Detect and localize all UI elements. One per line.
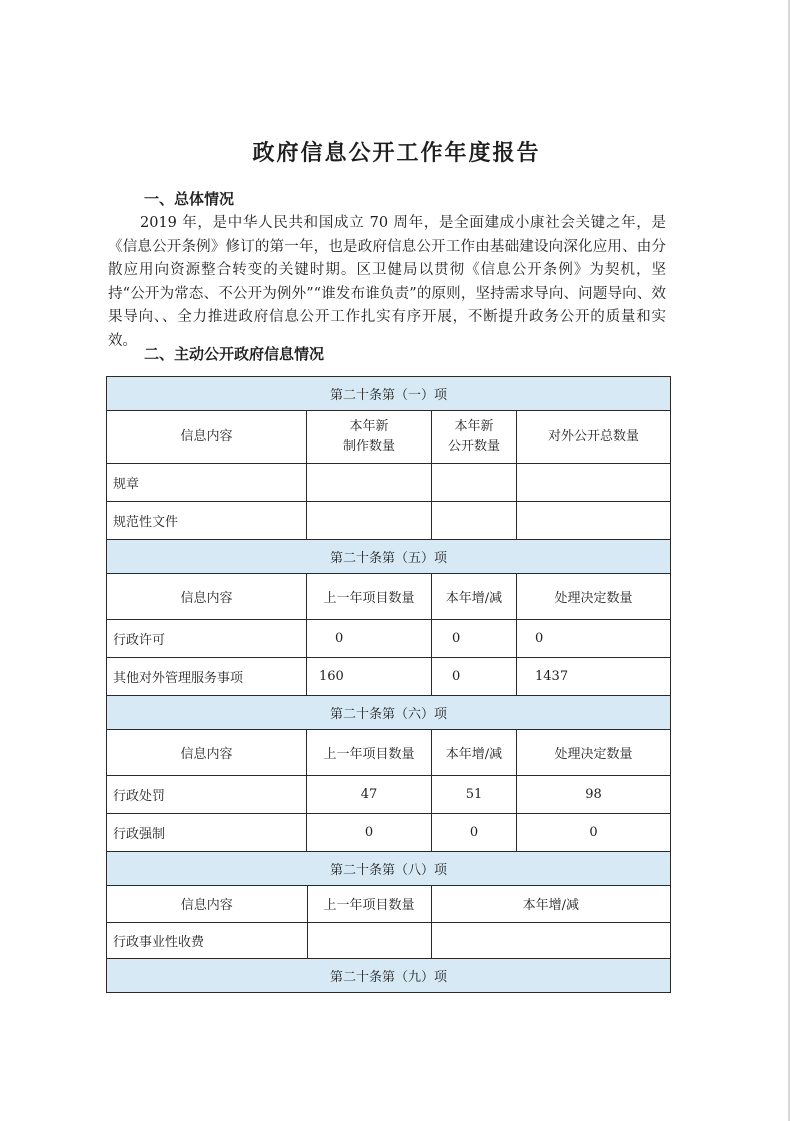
row-label: 规范性文件 (107, 502, 307, 540)
value-cell (517, 464, 671, 502)
header-cell: 对外公开总数量 (517, 411, 671, 464)
header-cell: 本年增/减 (432, 574, 517, 620)
block4-container (107, 886, 671, 959)
header-text: 本年新 公开数量 (447, 419, 500, 454)
header-cell: 本年增/减 (432, 730, 517, 776)
header-cell: 本年增/减 (431, 886, 670, 922)
header-text: 本年新 制作数量 (342, 419, 395, 454)
table-row (107, 814, 671, 852)
value-cell: 0 (307, 620, 432, 658)
header-cell: 信息内容 (107, 574, 307, 620)
value-cell (307, 502, 432, 540)
block4-row-wrapper (107, 886, 671, 959)
page-title: 政府信息公开工作年度报告 (252, 141, 541, 166)
value-cell: 0 (432, 814, 517, 852)
value-cell: 0 (517, 620, 671, 658)
section-label: 第二十条第（九）项 (107, 959, 671, 993)
value-cell: 1437 (517, 658, 671, 696)
header-cell: 上一年项目数量 (307, 730, 432, 776)
row-label: 行政许可 (107, 620, 307, 658)
table-row (107, 620, 671, 658)
value-cell (432, 502, 517, 540)
table-row (107, 922, 670, 958)
section-label: 第二十条第（五）项 (107, 540, 671, 574)
value-cell (432, 464, 517, 502)
header-row (107, 886, 670, 922)
value-cell: 160 (307, 658, 432, 696)
section-row (107, 696, 671, 730)
section1-heading: 一、总体情况 (144, 190, 235, 208)
value-cell: 51 (432, 776, 517, 814)
row-label: 行政事业性收费 (107, 922, 307, 958)
section-label: 第二十条第（一）项 (107, 377, 671, 411)
header-row (107, 411, 671, 464)
section-row (107, 377, 671, 411)
value-cell (307, 922, 431, 958)
scan-edge (788, 0, 790, 1121)
value-cell: 0 (307, 814, 432, 852)
row-label: 规章 (107, 464, 307, 502)
value-cell (517, 502, 671, 540)
row-label: 行政处罚 (107, 776, 307, 814)
header-cell: 信息内容 (107, 886, 307, 922)
block4-table (107, 886, 670, 958)
header-row (107, 730, 671, 776)
section-label: 第二十条第（六）项 (107, 696, 671, 730)
header-cell: 上一年项目数量 (307, 886, 431, 922)
section-row (107, 852, 671, 886)
value-cell (431, 922, 670, 958)
row-label: 行政强制 (107, 814, 307, 852)
value-cell: 0 (432, 620, 517, 658)
value-cell: 0 (432, 658, 517, 696)
section-row (107, 959, 671, 993)
header-cell: 处理决定数量 (517, 574, 671, 620)
section-row (107, 540, 671, 574)
header-cell: 信息内容 (107, 411, 307, 464)
section-label: 第二十条第（八）项 (107, 852, 671, 886)
header-cell (432, 411, 517, 464)
header-cell: 信息内容 (107, 730, 307, 776)
table-row (107, 502, 671, 540)
header-row (107, 574, 671, 620)
header-cell: 上一年项目数量 (307, 574, 432, 620)
disclosure-table (106, 376, 671, 993)
row-label: 其他对外管理服务事项 (107, 658, 307, 696)
table-row (107, 464, 671, 502)
table-row (107, 776, 671, 814)
value-cell (307, 464, 432, 502)
value-cell: 98 (517, 776, 671, 814)
section2-heading: 二、主动公开政府信息情况 (144, 345, 325, 363)
section1-body: 2019 年，是中华人民共和国成立 70 周年，是全面建成小康社会关键之年，是《信息公开条例》修订的第一年，也是政府信息公开工作由基础建设向深化应用、由分散应用向资源整合转变的关键时期。区卫健局以贯彻《信息公开条例》为契机，坚持“公开为常态、不公开为例外”“谁发布谁负责”的原则，坚持需求导向、问题导向、效果导向、、全力推进政府信息公开工作扎实有序开展，不断提升政务公开的质量和实效。 (108, 215, 666, 349)
header-cell (307, 411, 432, 464)
value-cell: 0 (517, 814, 671, 852)
value-cell: 47 (307, 776, 432, 814)
header-cell: 处理决定数量 (517, 730, 671, 776)
table-row (107, 658, 671, 696)
